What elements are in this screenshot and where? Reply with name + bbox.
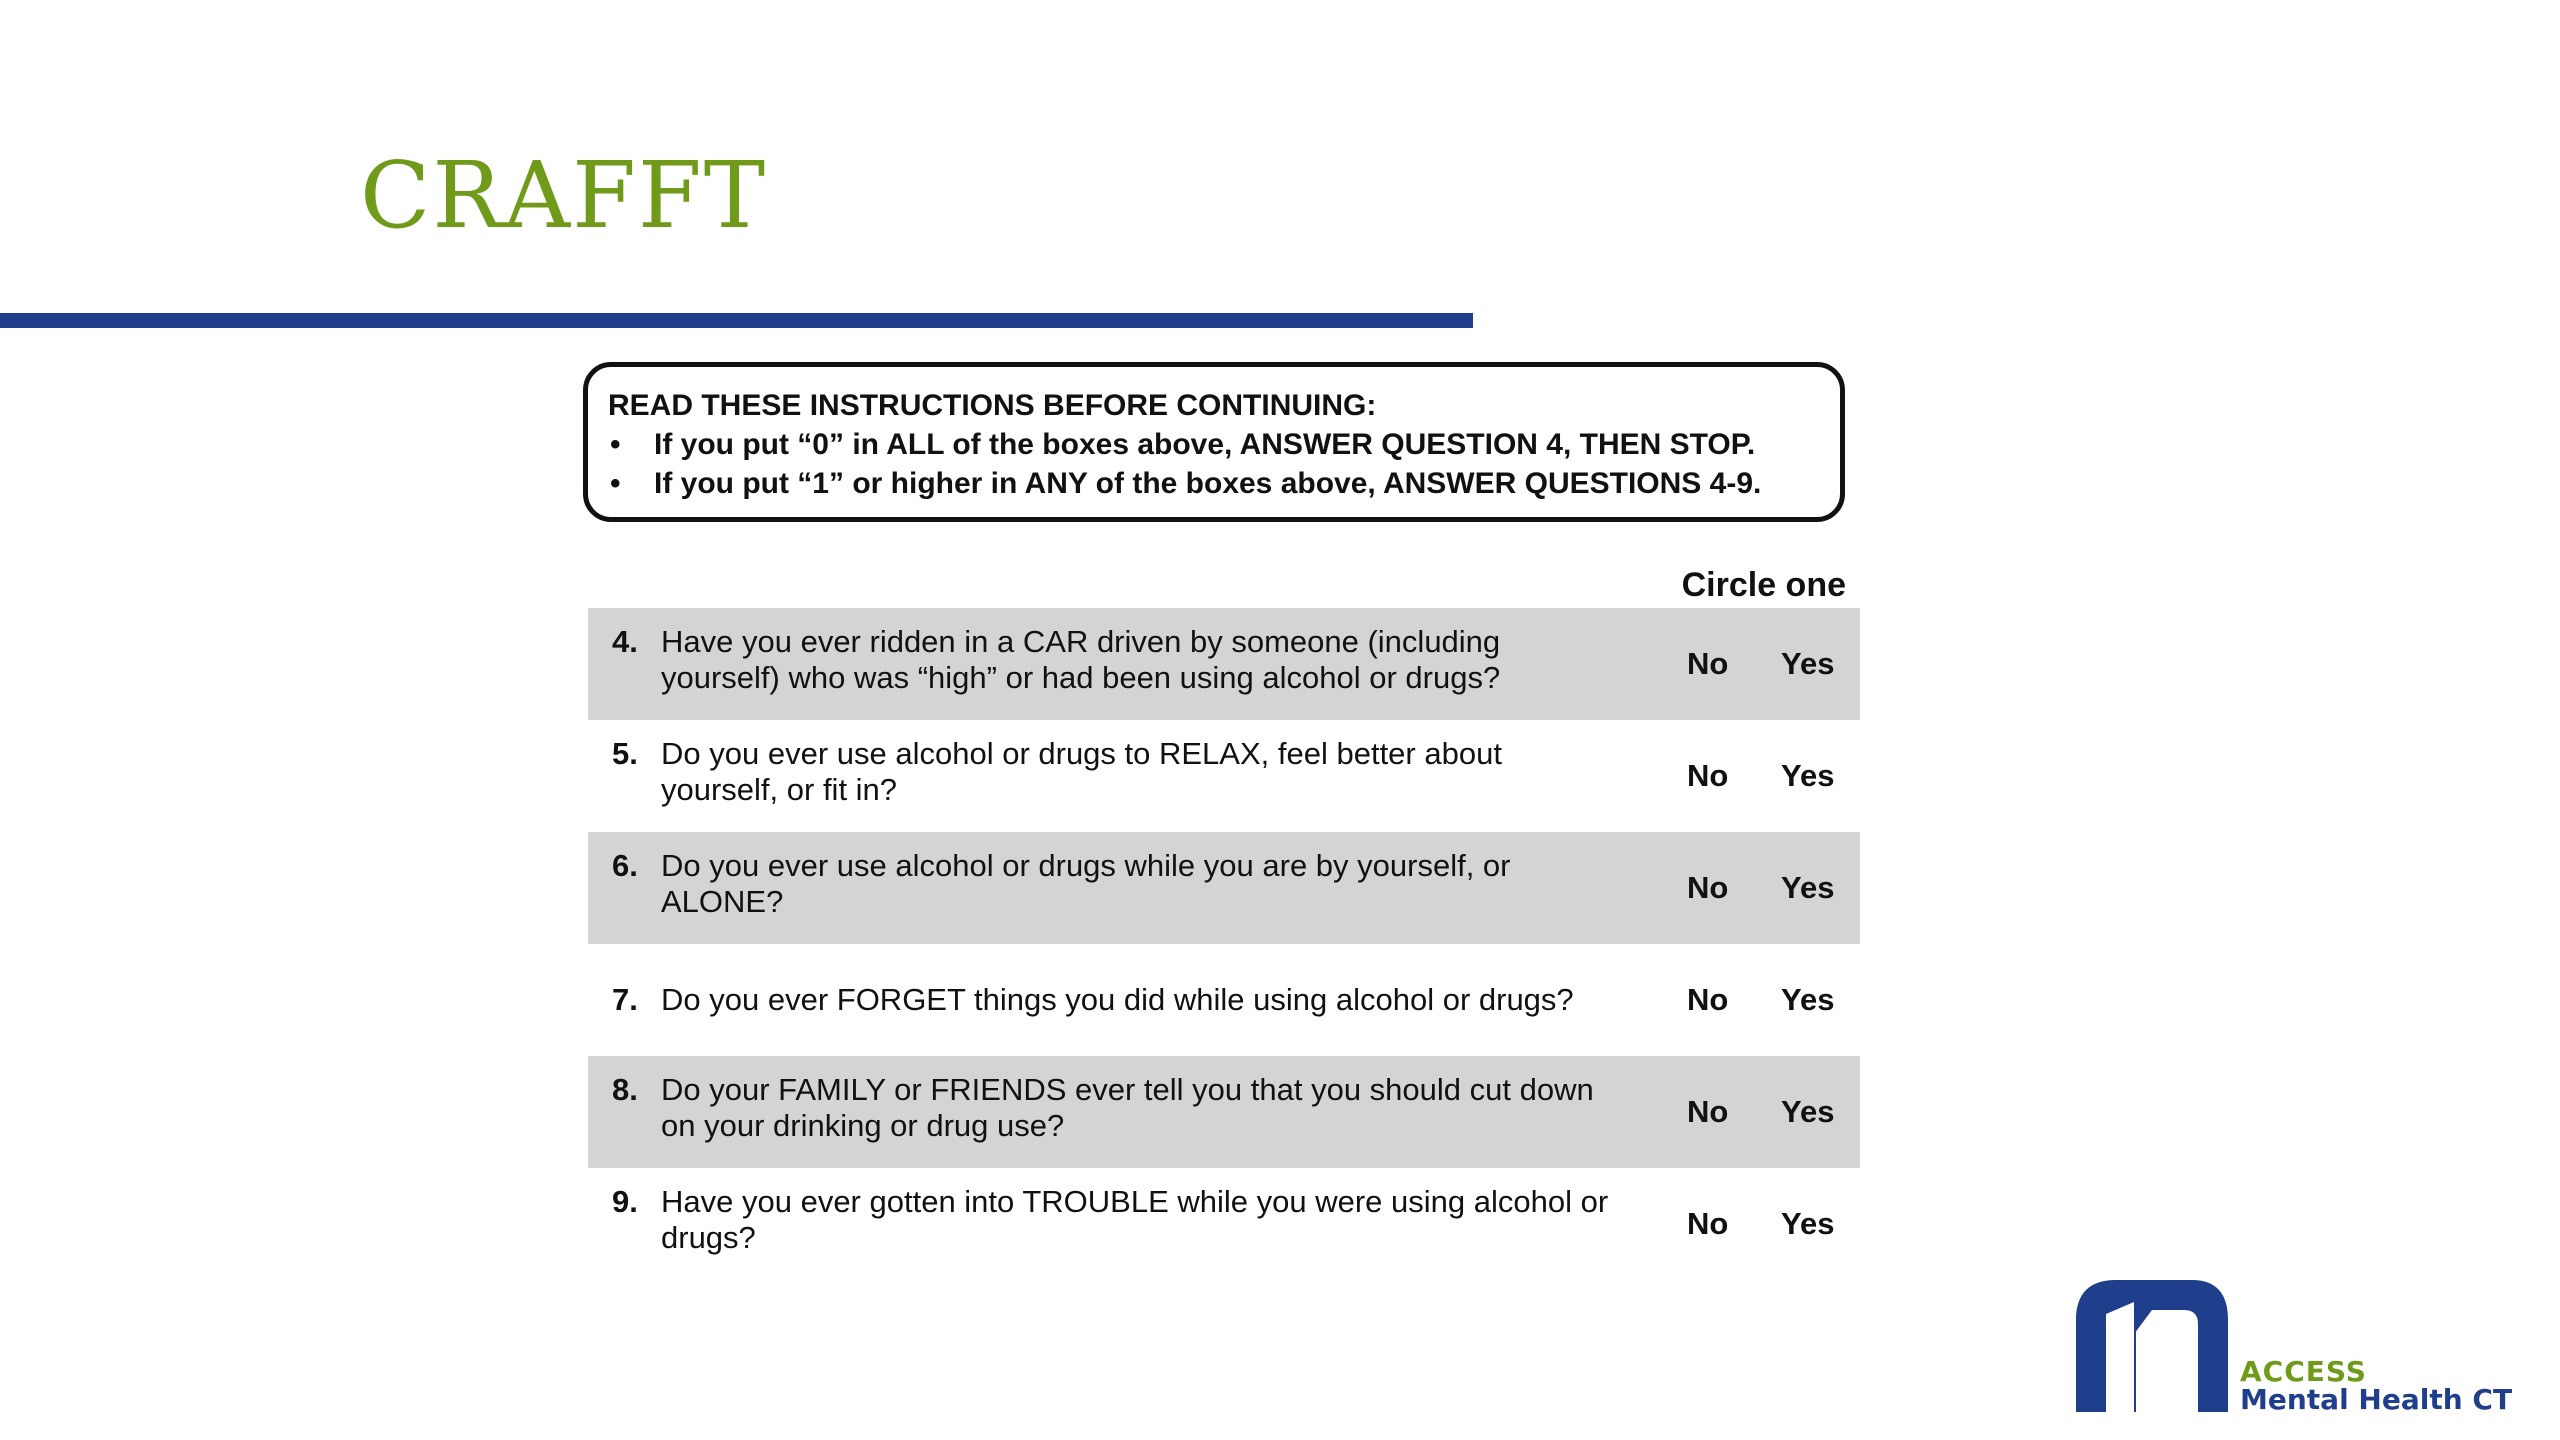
question-text-line: Do you ever use alcohol or drugs while you are by yourself, or <box>661 848 1511 883</box>
questions-table <box>588 608 1860 1280</box>
answer-no-option[interactable]: No <box>1687 758 1729 793</box>
question-row <box>588 1168 1860 1280</box>
logo-wordmark <box>2240 1355 2513 1416</box>
question-text-line: Do you ever FORGET things you did while using alcohol or drugs? <box>661 982 1574 1017</box>
title-divider <box>0 313 1473 328</box>
answer-yes-option[interactable]: Yes <box>1781 646 1835 681</box>
question-text <box>661 624 1621 696</box>
answer-yes-option[interactable]: Yes <box>1781 870 1835 905</box>
question-number: 7. <box>612 982 638 1017</box>
instruction-item <box>608 464 1840 503</box>
instruction-text: If you put “0” in ALL of the boxes above, ANSWER QUESTION 4, THEN STOP. <box>654 428 1756 461</box>
question-text-line: yourself) who was “high” or had been using alcohol or drugs? <box>661 660 1501 695</box>
question-text <box>661 848 1621 920</box>
question-row <box>588 1056 1860 1168</box>
bullet-icon: • <box>610 428 621 461</box>
instructions-list <box>608 425 1840 503</box>
answer-yes-option[interactable]: Yes <box>1781 982 1835 1017</box>
question-text-line: yourself, or fit in? <box>661 772 898 807</box>
door-logo-icon <box>2076 1280 2232 1412</box>
answer-yes-option[interactable]: Yes <box>1781 758 1835 793</box>
question-row <box>588 720 1860 832</box>
instruction-text: If you put “1” or higher in ANY of the boxes above, ANSWER QUESTIONS 4-9. <box>654 467 1762 500</box>
question-number: 9. <box>612 1184 638 1219</box>
answer-no-option[interactable]: No <box>1687 1094 1729 1129</box>
question-text <box>661 1184 1621 1256</box>
answer-yes-option[interactable]: Yes <box>1781 1206 1835 1241</box>
question-text <box>661 982 1621 1018</box>
question-text-line: on your drinking or drug use? <box>661 1108 1065 1143</box>
question-text-line: Have you ever gotten into TROUBLE while you were using alcohol or <box>661 1184 1609 1219</box>
question-text-line: Do your FAMILY or FRIENDS ever tell you that you should cut down <box>661 1072 1594 1107</box>
question-row <box>588 832 1860 944</box>
slide-title: CRAFFT <box>360 142 768 249</box>
answer-no-option[interactable]: No <box>1687 646 1729 681</box>
question-text <box>661 736 1621 808</box>
question-text-line: ALONE? <box>661 884 784 919</box>
access-mental-health-logo <box>2076 1280 2526 1420</box>
answer-yes-option[interactable]: Yes <box>1781 1094 1835 1129</box>
question-text-line: drugs? <box>661 1220 756 1255</box>
question-text-line: Do you ever use alcohol or drugs to RELAX, feel better about <box>661 736 1502 771</box>
instructions-heading: READ THESE INSTRUCTIONS BEFORE CONTINUING: <box>608 389 1377 422</box>
instruction-item <box>608 425 1840 464</box>
answer-no-option[interactable]: No <box>1687 870 1729 905</box>
question-text <box>661 1072 1621 1144</box>
question-row <box>588 608 1860 720</box>
instructions-box <box>583 362 1845 522</box>
answer-no-option[interactable]: No <box>1687 1206 1729 1241</box>
circle-one-header: Circle one <box>1681 566 1846 604</box>
answer-no-option[interactable]: No <box>1687 982 1729 1017</box>
logo-line-mental-health: Mental Health CT <box>2240 1383 2513 1416</box>
question-number: 8. <box>612 1072 638 1107</box>
logo-line-access: ACCESS <box>2240 1355 2367 1388</box>
question-text-line: Have you ever ridden in a CAR driven by someone (including <box>661 624 1501 659</box>
question-number: 5. <box>612 736 638 771</box>
question-number: 4. <box>612 624 638 659</box>
question-number: 6. <box>612 848 638 883</box>
bullet-icon: • <box>610 467 621 500</box>
question-row <box>588 944 1860 1056</box>
